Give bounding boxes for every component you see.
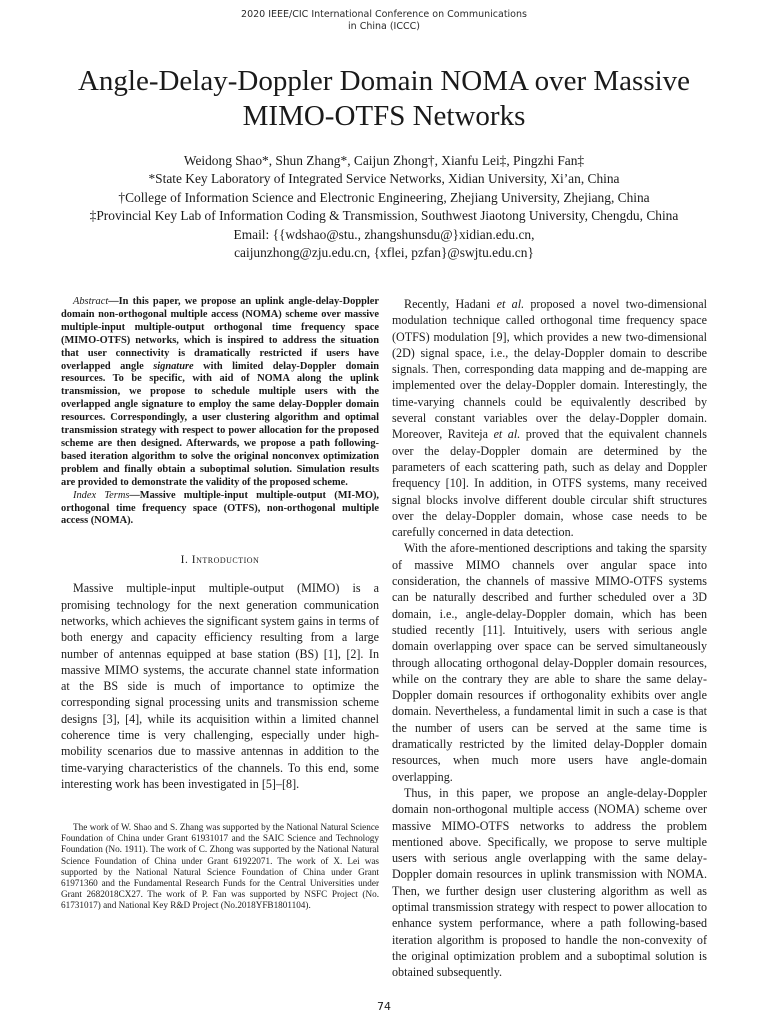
right-p1-etal: et al. bbox=[496, 297, 525, 311]
email-line-1: Email: {{wdshao@stu., zhangshunsdu@}xidian.edu.cn, bbox=[233, 226, 535, 242]
index-terms-text: —Massive multiple-input multiple-output (MI-MO), orthogonal time frequency space (OTFS), non-orthogonal multiple access (NOMA). bbox=[61, 489, 379, 527]
abstract-text-1: —In this paper, we propose an uplink angle-delay-Doppler domain non-orthogonal multiple access (NOMA) scheme over massive multiple-input multiple-output orthogonal time frequency space (MIMO-OTFS) networks, which is inspired to address the situation that user connectivity is dramatically restricted if users have overlapped angle bbox=[61, 296, 379, 372]
title-line-1: Angle-Delay-Doppler Domain NOMA over Massive bbox=[77, 65, 691, 97]
right-paragraph-3: Thus, in this paper, we propose an angle-delay-Doppler domain non-orthogonal multiple access (NOMA) scheme over massive MIMO-OTFS networks to address the problem mentioned above. Specifically, we propose to serve multiple users with serious angle overlapping with the same delay-Doppler domain resources in uplink transmission with NOMA. Then, we further design user clustering algorithm as well as optimal transmission strategy with respect to power allocation to enhance system performance, where a path following-based iteration algorithm is proposed to handle the non-convexity of the original optimization problem and a suboptimal solution is obtained subsequently. bbox=[392, 785, 707, 980]
conference-line-1: 2020 IEEE/CIC International Conference on Communications bbox=[241, 9, 527, 20]
title-line-2: MIMO-OTFS Networks bbox=[242, 100, 526, 132]
abstract-text-2: with limited delay-Doppler domain resources. To be specific, with aid of NOMA along the uplink transmission, we propose to schedule multiple users with the overlapped angle signature to employ the same delay-Doppler domain resources. Correspondingly, a user clustering algorithm and optimal transmission strategy with respect to power allocation for the proposed scheme are then designed. Afterwards, we propose a path following-based iteration algorithm to solve the original nonconvex optimization problem and finally obtain a suboptimal solution. Simulation results are provided to demonstrate the validity of the proposed scheme. bbox=[61, 360, 379, 488]
right-paragraph-2: With the afore-mentioned descriptions and taking the sparsity of massive MIMO channels over angular space into consideration, the channels of massive MIMO-OTFS systems can be naturally described and further scheduled over a 3D domain, i.e., angle-delay-Doppler domain, which has been studied recently [11]. Intuitively, users with serious angle domain overlapping over space can be served simultaneously through allocating orthogonal delay-Doppler domain resources, while on the contrary they are able to share the same delay-Doppler domain resources if orthogonality exhibits over angle domain. Nevertheless, a fundamental limit in such a case is that the number of users can be served at the same time is dramatically restricted by the limited delay-Doppler domain resources, when much more users have angle-domain overlapping. bbox=[392, 541, 707, 784]
abstract-label: Abstract bbox=[73, 296, 109, 307]
intro-paragraph-1: Massive multiple-input multiple-output (MIMO) is a promising technology for the next generation communication networks, which achieves the significant system gains in terms of both energy and capacity efficiency resulting from a large number of antennas equipped at base station (BS) [1], [2]. In massive MIMO systems, the accurate channel state information at the BS side is much of importance to optimize the corresponding signal processing units and transmission scheme designs [3], [4], while its acquisition within a limited channel coherence time is very challenging, especially under high-mobility scenarios due to massive antennas in addition to the time-varying characteristics of the channels. To this end, some interesting work has been investigated in [5]–[8]. bbox=[61, 581, 379, 791]
affiliation-1: *State Key Laboratory of Integrated Service Networks, Xidian University, Xi’an, China bbox=[148, 171, 620, 187]
section-heading-introduction bbox=[61, 554, 379, 566]
conference-header bbox=[0, 9, 768, 33]
left-column bbox=[61, 296, 379, 792]
index-terms bbox=[61, 490, 379, 529]
paper-title bbox=[0, 64, 768, 134]
right-p1-etal-2: et al. bbox=[493, 427, 521, 442]
right-p1-a: Recently, Hadani bbox=[404, 297, 497, 311]
abstract-emph: signature bbox=[153, 360, 194, 372]
affiliation-3: ‡Provincial Key Lab of Information Coding & Transmission, Southwest Jiaotong University, Chengdu, China bbox=[89, 208, 679, 224]
index-terms-label: Index Terms bbox=[73, 489, 130, 501]
affiliation-2: †College of Information Science and Electronic Engineering, Zhejiang University, Zhejiang, China bbox=[118, 189, 650, 205]
right-column bbox=[392, 296, 707, 980]
page-number: 74 bbox=[377, 1000, 391, 1013]
section-title: Introduction bbox=[191, 554, 260, 567]
conference-line-2: in China (ICCC) bbox=[348, 21, 420, 32]
footnote-text: The work of W. Shao and S. Zhang was supported by the National Natural Science Foundation of China under Grant 61931017 and the SAIC Science and Technology Foundation (No. 1911). The work of C. Zhong was supported by the National Natural Science Foundation of China under Grant 61922071. The work of X. Lei was supported by the National Natural Science Foundation of China under Grant 61971360 and the Fundamental Research Funds for the Central Universities under Grant 2682018CX27. The work of P. Fan was supported by NSFC Project (No. 61731017) and National Key R&D Project (No.2018YFB1801104). bbox=[61, 822, 379, 911]
right-p1-c: proved that the equivalent channels over the delay-Doppler domain are determined by the parameters of each scattering path, such as delay and Doppler frequency [10]. In addition, in OTFS systems, many received signal blocks involve different double circular shift structures over the delay-Doppler domain, whose case needs to be carefully concerned in data detection. bbox=[392, 427, 708, 540]
author-names: Weidong Shao*, Shun Zhang*, Caijun Zhong†, Xianfu Lei‡, Pingzhi Fan‡ bbox=[183, 153, 585, 168]
funding-footnote bbox=[61, 822, 379, 912]
abstract bbox=[61, 296, 379, 490]
right-paragraph-1 bbox=[392, 296, 707, 540]
right-p1-b: proposed a novel two-dimensional modulation technique called orthogonal time frequency space (OTFS) modulation [9], which provides a new two-dimensional (2D) signal space, i.e., the delay-Doppler domain to describe signals. Then, corresponding data mapping and de-mapping are implemented over the delay-Doppler domain. Interestingly, the time-varying channels could be equivalently described by several constant variables over the delay-Doppler domain. Moreover, Raviteja bbox=[392, 297, 707, 442]
author-block bbox=[0, 152, 768, 262]
email-line-2: caijunzhong@zju.edu.cn, {xflei, pzfan}@swjtu.edu.cn} bbox=[234, 245, 534, 261]
section-number: I. bbox=[180, 554, 189, 567]
